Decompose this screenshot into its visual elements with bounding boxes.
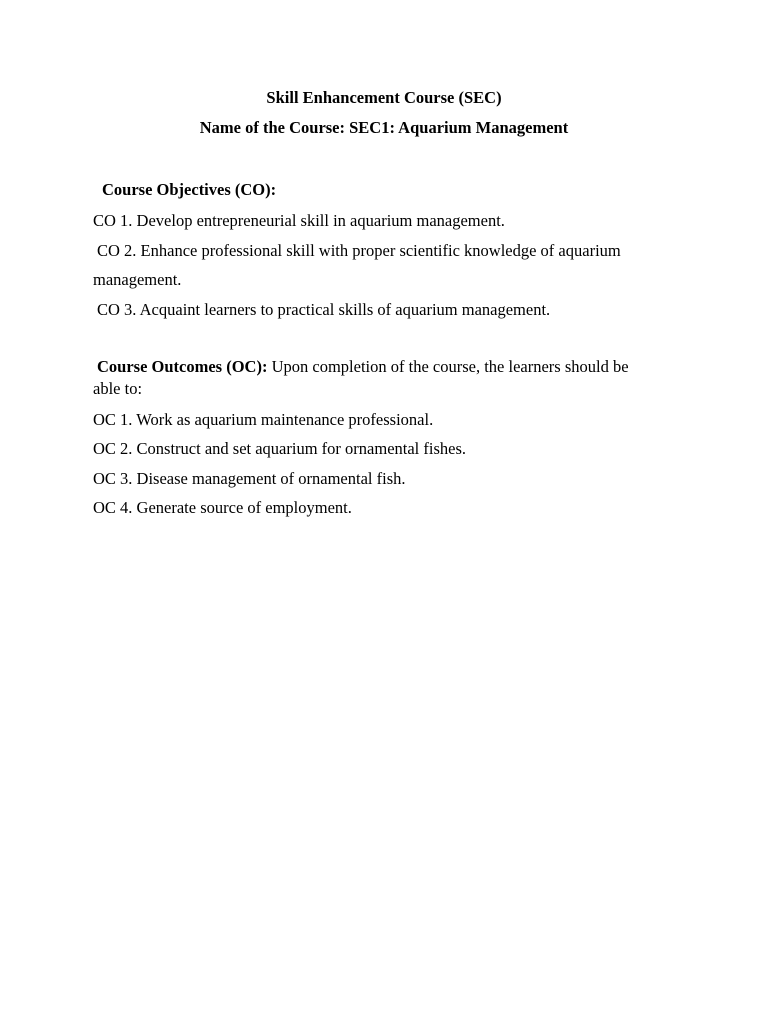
outcomes-heading: Course Outcomes (OC):: [97, 357, 268, 376]
outcome-item: OC 2. Construct and set aquarium for ornamental fishes.: [93, 439, 466, 458]
objective-item: CO 3. Acquaint learners to practical skills of aquarium management.: [97, 300, 551, 319]
objective-item-continuation: management.: [93, 270, 182, 289]
outcomes-intro-text: Upon completion of the course, the learners should be: [267, 357, 629, 376]
document-title: Skill Enhancement Course (SEC): [266, 88, 502, 107]
outcome-item: OC 1. Work as aquarium maintenance professional.: [93, 410, 434, 429]
objective-item: CO 2. Enhance professional skill with proper scientific knowledge of aquarium: [97, 241, 621, 260]
outcome-item: OC 4. Generate source of employment.: [93, 498, 352, 517]
outcomes-intro: [97, 357, 629, 377]
outcomes-intro-continuation: able to:: [93, 379, 143, 398]
objective-item: CO 1. Develop entrepreneurial skill in aquarium management.: [93, 211, 505, 230]
objectives-heading: Course Objectives (CO):: [102, 180, 277, 199]
course-name: Name of the Course: SEC1: Aquarium Management: [199, 118, 569, 137]
outcome-item: OC 3. Disease management of ornamental fish.: [93, 469, 406, 488]
